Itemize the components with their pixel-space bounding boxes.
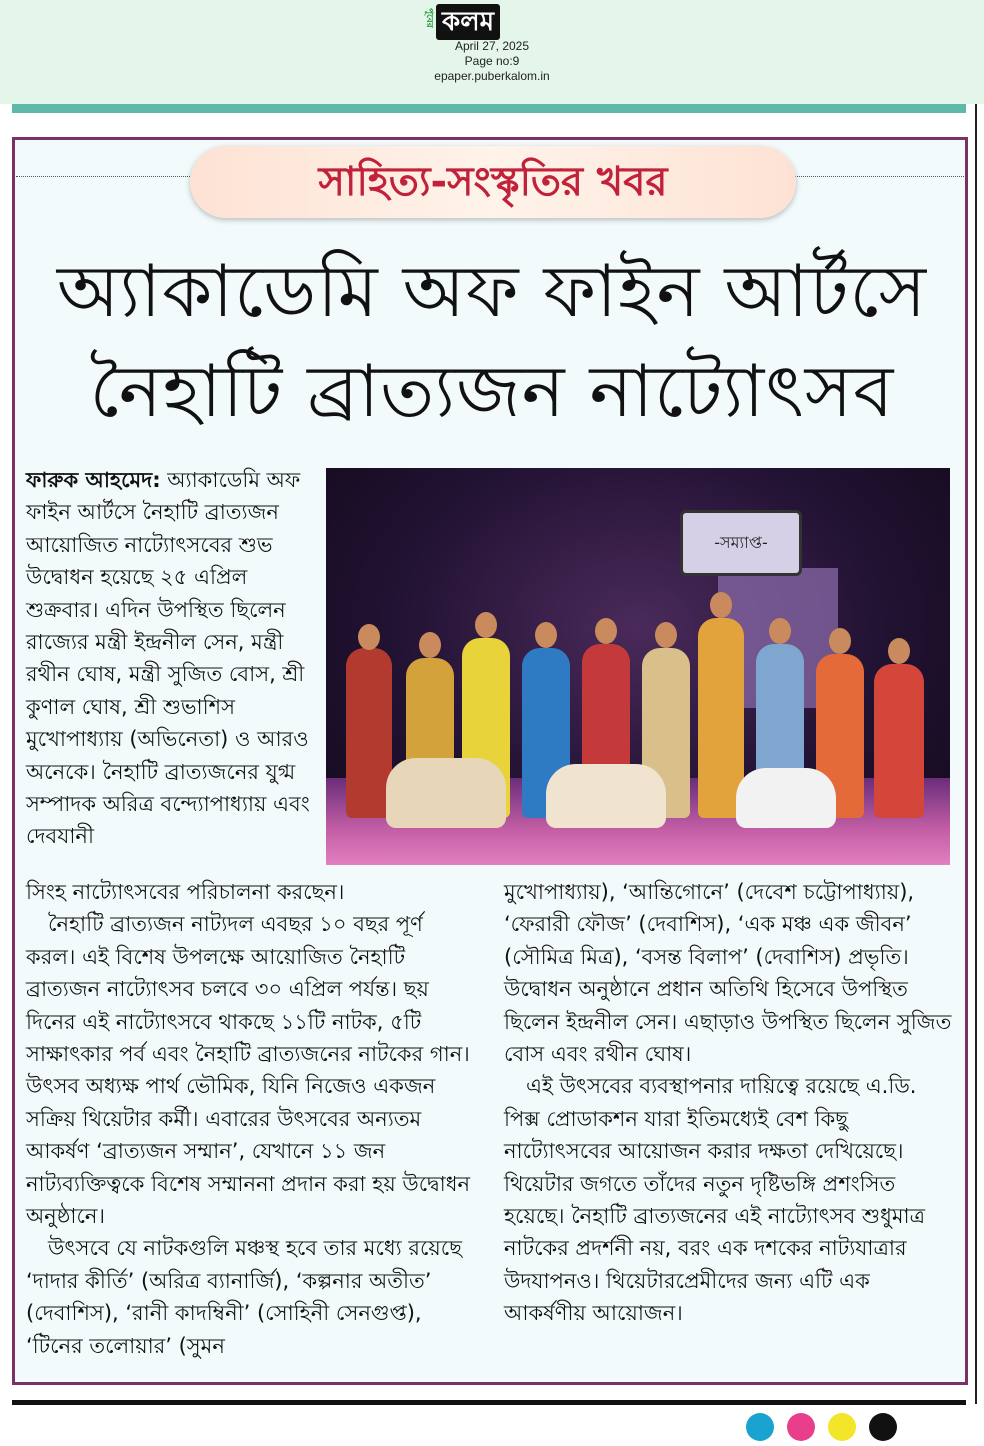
paragraph-1-tail: সিংহ নাট্যোৎসবের পরিচালনা করছেন। [26,880,345,904]
registration-dot-magenta [787,1413,815,1441]
cast-member-seated [386,758,506,828]
issue-date: April 27, 2025 [454,39,530,53]
cast-head [655,622,677,648]
cast-head [419,632,441,658]
registration-dot-black [869,1413,897,1441]
article-column-left-bottom [26,876,472,1362]
paragraph-3: উৎসবে যে নাটকগুলি মঞ্চস্থ হবে তার মধ্যে রয়েছে ‘দাদার কীর্তি’ (অরিত্র ব্যানার্জি), ‘কল্পনার অতীত’ (দেবাশিস), ‘রানী কাদম্বিনী’ (সোহিনী সেনগুপ্ত), ‘টিনের তলোয়ার’ (সুমন [26,1236,462,1358]
headline-line-2: নৈহাটি ব্রাত্যজন নাট্যোৎসব [89,349,895,433]
registration-dot-cyan [746,1413,774,1441]
stage-photo [326,468,950,865]
cast-member-seated [546,764,666,828]
dotted-rule-left [16,176,192,177]
dotted-rule-right [792,176,964,177]
right-edge-rule [975,104,977,1404]
cast-member [874,664,924,818]
headline-line-1: অ্যাকাডেমি অফ ফাইন আর্টসে [56,249,928,333]
article-column-right [504,876,954,1330]
cast-member-seated [736,768,836,828]
byline: ফারুক আহমেদ: [26,468,161,492]
cast-head [888,638,910,664]
cast-head [535,622,557,648]
paragraph-3-continued: মুখোপাধ্যায়), ‘আন্তিগোনে’ (দেবেশ চট্টোপাধ্যায়), ‘ফেরারী ফৌজ’ (দেবাশিস), ‘এক মঞ্চ এক জীবন’ (সৌমিত্র মিত্র), ‘বসন্ত বিলাপ’ (দেবাশিস) প্রভৃতি। উদ্বোধন অনুষ্ঠানে প্রধান অতিথি হিসেবে উপস্থিত ছিলেন ইন্দ্রনীল সেন। এছাড়াও উপস্থিত ছিলেন সুজিত বোস এবং রথীন ঘোষ। [504,880,952,1067]
cast-head [358,624,380,650]
newspaper-logo [416,4,566,42]
cast-head [769,618,791,644]
footer-rule [12,1400,966,1405]
stage-sign: -সম্যাপ্ত- [680,510,802,576]
section-title: সাহিত্য-সংস্কৃতির খবর [190,146,796,218]
paragraph-2: নৈহাটি ব্রাত্যজন নাট্যদল এবছর ১০ বছর পূর্ণ করল। এই বিশেষ উপলক্ষে আয়োজিত নৈহাটি ব্রাত্যজন নাট্যোৎসব চলবে ৩০ এপ্রিল পর্যন্ত। ছয় দিনের এই নাট্যোৎসবে থাকছে ১১টি নাটক, ৫টি সাক্ষাৎকার পর্ব এবং নৈহাটি ব্রাত্যজনের নাটকের গান। উৎসব অধ্যক্ষ পার্থ ভৌমিক, যিনি নিজেও একজন সক্রিয় থিয়েটার কর্মী। এবারের উৎসবের অন্যতম আকর্ষণ ‘ব্রাত্যজন সম্মান’, যেখানে ১১ জন নাট্যব্যক্তিত্বকে বিশেষ সম্মাননা প্রদান করা হয় উদ্বোধন অনুষ্ঠানে। [26,912,471,1229]
epaper-url[interactable]: epaper.puberkalom.in [434,69,550,83]
cast-head [710,592,732,618]
header-divider [12,104,966,113]
page-number: Page no:9 [464,54,520,68]
registration-dot-yellow [828,1413,856,1441]
cast-head [475,612,497,638]
paragraph-4: এই উৎসবের ব্যবস্থাপনার দায়িত্বে রয়েছে এ.ডি. পিক্স প্রোডাকশন যারা ইতিমধ্যেই বেশ কিছু নাট্যোৎসবের আয়োজন করার দক্ষতা দেখিয়েছে। থিয়েটার জগতে তাঁদের নতুন দৃষ্টিভঙ্গি প্রশংসিত হয়েছে। নৈহাটি ব্রাত্যজনের এই নাট্যোৎসব শুধুমাত্র নাটকের প্রদর্শনী নয়, বরং এক দশকের নাট্যযাত্রার উদযাপনও। থিয়েটারপ্রেমীদের জন্য এটি এক আকর্ষণীয় আয়োজন। [504,1074,926,1326]
logo-small-text: পূবের [424,8,434,28]
cast-head [595,618,617,644]
article-column-left-top [26,464,318,853]
cast-head [829,628,851,654]
masthead-bar [0,0,984,104]
paragraph-1-lead: অ্যাকাডেমি অফ ফাইন আর্টসে নৈহাটি ব্রাত্যজন আয়োজিত নাট্যোৎসবের শুভ উদ্বোধন হয়েছে ২৫ এপ্রিল শুক্রবার। এদিন উপস্থিত ছিলেন রাজ্যের মন্ত্রী ইন্দ্রনীল সেন, মন্ত্রী রথীন ঘোষ, মন্ত্রী সুজিত বোস, শ্রী কুণাল ঘোষ, শ্রী শুভাশিস মুখোপাধ্যায় (অভিনেতা) ও আরও অনেকে। নৈহাটি ব্রাত্যজনের যুগ্ম সম্পাদক অরিত্র বন্দ্যোপাধ্যায় এবং দেবযানী [26,468,310,849]
logo-main-text: কলম [436,4,500,40]
